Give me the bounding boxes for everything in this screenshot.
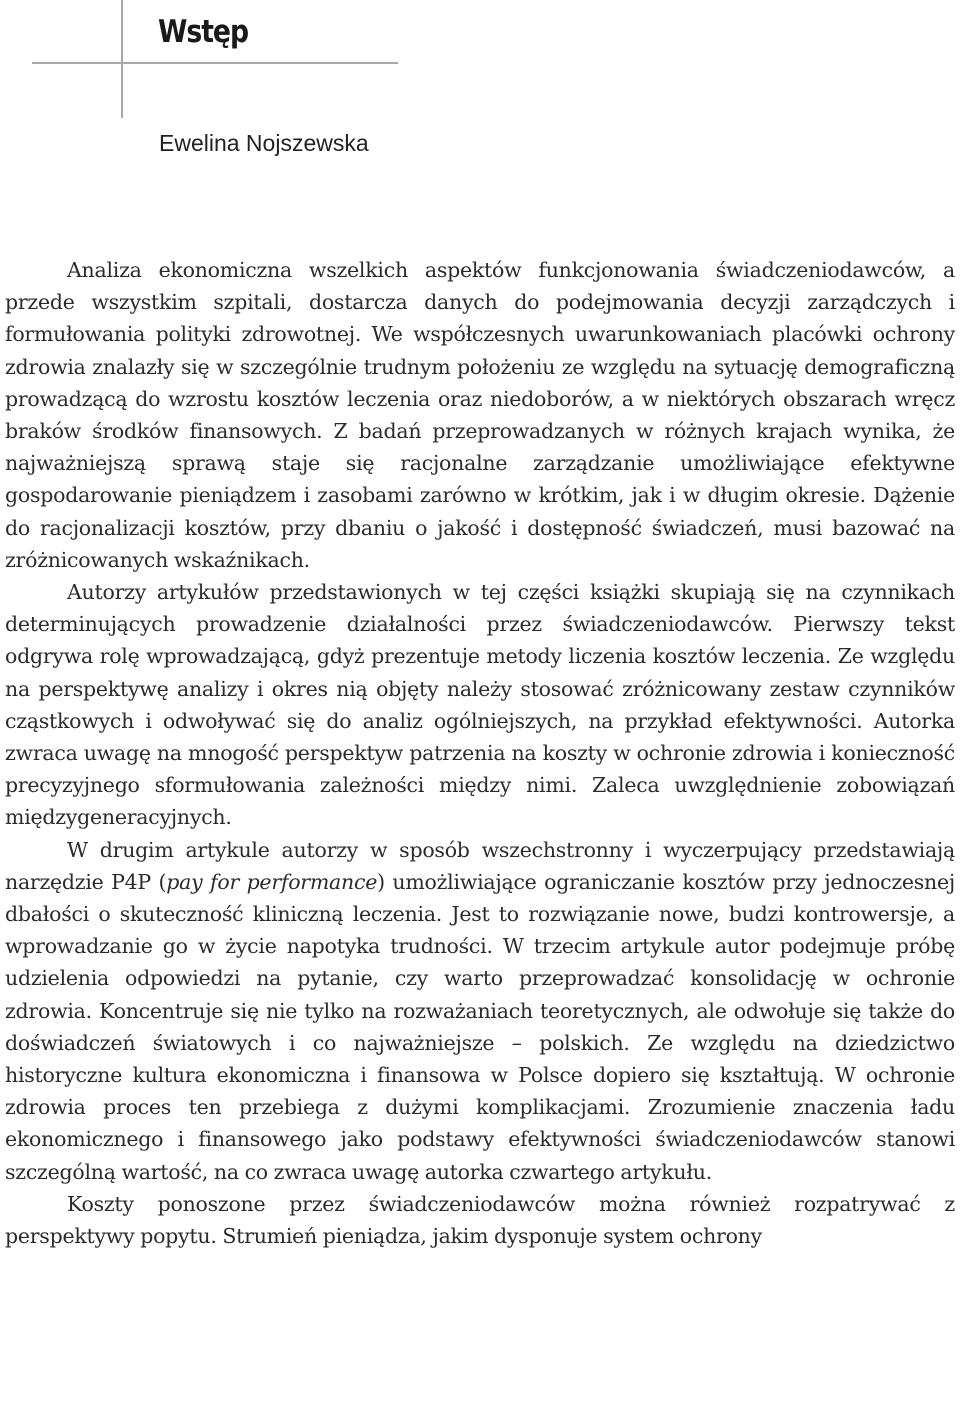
paragraph-3	[5, 834, 955, 1188]
paragraph-1: Analiza ekonomiczna wszelkich aspektów funkcjonowania świadczeniodawców, a przede wszystkim szpitali, dostarcza danych do podejmowania decyzji zarządczych i formułowania polityki zdrowotnej. We współczesnych uwarunkowaniach placówki ochrony zdrowia znalazły się w szczególnie trudnym położeniu ze względu na sytuację demograficzną prowadzącą do wzrostu kosztów leczenia oraz niedoborów, a w niektórych obszarach wręcz braków środków finansowych. Z badań przeprowadzanych w różnych krajach wynika, że najważniejszą sprawą staje się racjonalne zarządzanie umożliwiające efektywne gospodarowanie pieniądzem i zasobami zarówno w krótkim, jak i w długim okresie. Dążenie do racjonalizacji kosztów, przy dbaniu o jakość i dostępność świadczeń, musi bazować na zróżnicowanych wskaźnikach.	[5, 258, 955, 572]
paragraph-4: Koszty ponoszone przez świadczeniodawców można również rozpatrywać z perspektywy popytu. Strumień pieniądza, jakim dysponuje system ochrony	[5, 1191, 955, 1249]
crop-mark-horizontal	[32, 62, 398, 64]
chapter-body	[5, 254, 955, 1252]
chapter-title: Wstęp	[158, 14, 249, 50]
chapter-author: Ewelina Nojszewska	[159, 130, 369, 156]
paragraph-2: Autorzy artykułów przedstawionych w tej części książki skupiają się na czynnikach determinujących prowadzenie działalności przez świadczeniodawców. Pierwszy tekst odgrywa rolę wprowadzającą, gdyż prezentuje metody liczenia kosztów leczenia. Ze względu na perspektywę analizy i okres nią objęty należy stosować zróżnicowany zestaw czynników cząstkowych i odwoływać się do analiz ogólniejszych, na przykład efektywności. Autorka zwraca uwagę na mnogość perspektyw patrzenia na koszty w ochronie zdrowia i konieczność precyzyjnego sformułowania zależności między nimi. Zaleca uwzględnienie zobowiązań międzygeneracyjnych.	[5, 580, 955, 830]
paragraph-3-start: W drugim artykule autorzy w sposób wszechstronny i wyczerpujący przedstawiają narzędzie P4P (	[5, 837, 955, 894]
crop-mark-vertical	[121, 0, 123, 118]
paragraph-3-rest: ) umożliwiające ograniczanie kosztów przy jednoczesnej dbałości o skuteczność kliniczną leczenia. Jest to rozwiązanie nowe, budzi kontrowersje, a wprowadzanie go w życie napotyka trudności. W trzecim artykule autor podejmuje próbę udzielenia odpowiedzi na pytanie, czy warto przeprowadzać konsolidację w ochronie zdrowia. Koncentruje się nie tylko na rozważaniach teoretycznych, ale odwołuje się także do doświadczeń światowych i co najważniejsze – polskich. Ze względu na dziedzictwo historyczne kultura ekonomiczna i finansowa w Polsce dopiero się kształtują. W ochronie zdrowia proces ten przebiega z dużymi komplikacjami. Zrozumienie znaczenia ładu ekonomicznego i finansowego jako podstawy efektywności świadczeniodawców stanowi szczególną wartość, na co zwraca uwagę autorka czwartego artykułu.	[5, 869, 955, 1184]
p4p-term-italic: pay for performance	[166, 869, 378, 894]
